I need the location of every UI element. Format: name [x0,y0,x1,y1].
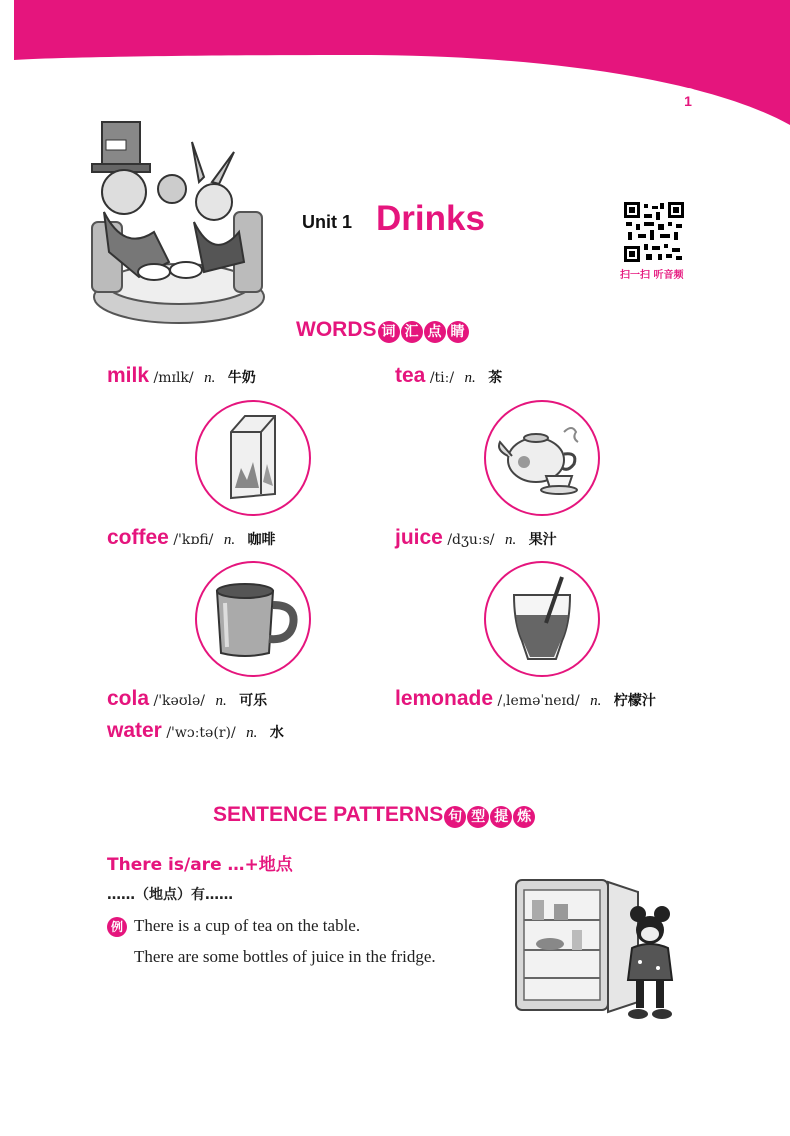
word-term: milk [107,364,150,387]
page-number-badge [675,88,701,114]
patterns-title-zh-char: 炼 [513,806,535,828]
patterns-title-zh [443,808,535,825]
example-badge [107,917,127,937]
word-meaning: 水 [269,725,284,741]
tea-party-illustration [84,112,274,337]
word-term: lemonade [395,687,494,710]
word-entry-milk [107,364,256,388]
word-entry-water [107,719,284,743]
patterns-section-title [213,803,535,828]
word-phonetic: /'kɒfi/ [173,532,214,548]
word-entry-tea [395,364,502,388]
qr-caption: 扫一扫 听音频 [620,270,684,281]
word-part-of-speech: n. [246,725,258,741]
patterns-title-zh-char: 型 [467,806,489,828]
page-title: Drinks [376,199,485,238]
coffee-mug-icon [195,561,311,677]
unit-label: Unit 1 [302,212,353,232]
words-title-zh [377,323,469,340]
word-part-of-speech: n. [215,693,227,709]
example-sentence: There are some bottles of juice in the fridge. [134,947,436,966]
words-title-en: WORDS [296,318,377,341]
pattern-formula: There is/are …+地点 [107,855,293,875]
word-phonetic: /ˌleməˈneɪd/ [497,693,580,709]
word-part-of-speech: n. [464,370,476,386]
word-phonetic: /mɪlk/ [153,370,194,386]
words-title-zh-char: 点 [424,321,446,343]
word-term: coffee [107,526,169,549]
header-band [0,0,790,130]
words-title-zh-char: 汇 [401,321,423,343]
words-title-zh-char: 睛 [447,321,469,343]
word-term: cola [107,687,150,710]
fridge-illustration [510,870,690,1030]
example-sentence: There is a cup of tea on the table. [134,916,361,935]
word-meaning: 咖啡 [247,532,276,548]
example-badge-label: 例 [110,920,123,934]
milk-carton-icon [195,400,311,516]
word-meaning: 柠檬汁 [613,693,656,709]
words-title-zh-char: 词 [378,321,400,343]
word-entry-lemonade [395,687,656,711]
word-phonetic: /dʒuːs/ [447,532,495,548]
word-meaning: 茶 [488,370,503,386]
word-part-of-speech: n. [204,370,216,386]
patterns-title-en: SENTENCE PATTERNS [213,803,444,826]
word-part-of-speech: n. [504,532,517,548]
words-section-title [296,318,469,343]
word-phonetic: /'wɔːtə(r)/ [166,725,236,741]
word-term: water [107,719,162,742]
teapot-icon [484,400,600,516]
word-meaning: 果汁 [528,532,557,548]
patterns-title-zh-char: 提 [490,806,512,828]
qr-code[interactable] [624,202,684,262]
word-term: juice [395,526,443,549]
patterns-title-zh-char: 句 [444,806,466,828]
word-phonetic: /'kəʊlə/ [153,693,205,709]
word-part-of-speech: n. [590,693,602,709]
running-title: Unit 1 Drinks [559,68,652,97]
word-meaning: 牛奶 [227,370,256,386]
word-part-of-speech: n. [223,532,236,548]
juice-glass-icon [484,561,600,677]
word-entry-juice [395,526,557,550]
word-entry-coffee [107,526,276,550]
word-phonetic: /tiː/ [429,370,455,386]
word-term: tea [395,364,426,387]
word-meaning: 可乐 [239,693,268,709]
page-number: 1 [684,93,692,109]
pattern-meaning: ……（地点）有…… [107,887,233,903]
word-entry-cola [107,687,267,711]
